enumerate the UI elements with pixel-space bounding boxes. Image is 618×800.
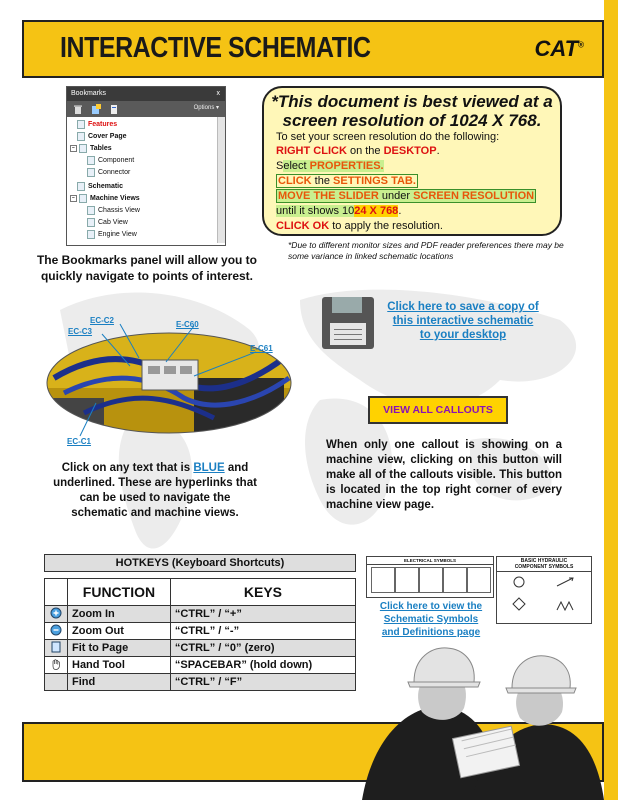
electrical-symbols-title: ELECTRICAL SYMBOLS (367, 557, 493, 565)
callout-ec-c3[interactable]: EC-C3 (68, 327, 93, 336)
header-banner (22, 20, 604, 78)
floppy-disk-icon[interactable] (322, 297, 374, 349)
notice-title: *This document is best viewed at a screen resolution of 1024 X 768. (271, 92, 553, 130)
hyperlink-caption: Click on any text that is BLUE and underlined. These are hyperlinks that can be used to navigate the schematic and machine views. (53, 462, 257, 519)
callout-ec-c2[interactable]: EC-C2 (90, 316, 115, 325)
zoom-in-icon (50, 607, 62, 619)
callouts-description: When only one callout is showing on a machine view, clicking on this button will make all of the callouts visible. This button is located in the top right corner of every machine view page. (326, 439, 562, 511)
notice-step-4: MOVE THE SLIDER under SCREEN RESOLUTION (278, 190, 535, 202)
bookmark-chassis-view: Chassis View (87, 205, 140, 216)
bookmarks-toolbar (67, 101, 225, 117)
function-cell: Hand Tool (68, 657, 171, 674)
notice-step-5: until it shows 1024 X 768. (276, 205, 402, 217)
function-cell: Find (68, 674, 171, 691)
view-all-callouts-button[interactable]: VIEW ALL CALLOUTS (368, 396, 508, 424)
header-icon-cell (45, 579, 68, 606)
function-cell: Zoom In (68, 606, 171, 623)
zoom-out-icon (50, 624, 62, 636)
callout-e-c60[interactable]: E-C60 (176, 320, 199, 329)
hotkeys-table (44, 578, 356, 691)
keys-cell: “CTRL” / “F” (170, 674, 355, 691)
cat-logo: CAT® (534, 36, 584, 61)
machine-wiring-photo (44, 318, 294, 448)
function-cell: Zoom Out (68, 623, 171, 640)
bookmark-tables: − Tables (70, 143, 112, 154)
bookmarks-caption: The Bookmarks panel will allow you to quickly navigate to points of interest. (36, 253, 258, 283)
bookmark-engine-view: Engine View (87, 229, 137, 240)
notice-step-3: CLICK the SETTINGS TAB. (278, 175, 416, 187)
bookmark-cover-page: Cover Page (77, 131, 127, 142)
options-menu: Options ▾ (193, 105, 219, 111)
bookmarks-titlebar: Bookmarks x (67, 87, 225, 101)
bookmarks-scrollbar (217, 117, 225, 243)
hotkeys-title: HOTKEYS (Keyboard Shortcuts) (44, 554, 356, 572)
notice-intro: To set your screen resolution do the following: (276, 131, 500, 143)
notice-step-1: RIGHT CLICK on the DESKTOP. (276, 145, 440, 157)
new-bookmark-icon (91, 104, 101, 114)
notice-disclaimer: *Due to different monitor sizes and PDF reader preferences there may be some variance in linked schematic locations (288, 240, 564, 261)
trash-icon (73, 104, 83, 114)
bookmarks-list (67, 117, 225, 238)
electrical-symbols-thumbnail[interactable] (366, 556, 494, 598)
bookmark-features: Features (77, 119, 117, 130)
table-row (45, 674, 356, 691)
bookmark-connector: Connector (87, 167, 130, 178)
workers-photo (352, 612, 604, 800)
blue-link-example[interactable]: BLUE (193, 462, 225, 474)
symbols-page-link[interactable]: Click here to view the Schematic Symbols and Definitions page (379, 601, 483, 638)
fit-page-icon (50, 641, 62, 653)
resolution-notice (262, 86, 562, 236)
hydraulic-symbols-title: BASIC HYDRAULIC COMPONENT SYMBOLS (497, 557, 591, 572)
table-row (45, 657, 356, 674)
notice-step-2: Select PROPERTIES. (276, 160, 384, 172)
page-title: INTERACTIVE SCHEMATIC (60, 32, 371, 64)
hand-icon (50, 658, 62, 670)
bookmark-component: Component (87, 155, 134, 166)
bookmark-machine-views: − Machine Views (70, 193, 140, 204)
bookmarks-panel-screenshot (66, 86, 226, 246)
keys-cell: “CTRL” / “+” (170, 606, 355, 623)
bookmark-schematic: Schematic (77, 181, 123, 192)
header-keys: KEYS (170, 579, 355, 606)
keys-cell: “CTRL” / “-” (170, 623, 355, 640)
bookmark-cab-view: Cab View (87, 217, 128, 228)
keys-cell: “CTRL” / “0” (zero) (170, 640, 355, 657)
side-accent-strip (604, 0, 618, 800)
keys-cell: “SPACEBAR” (hold down) (170, 657, 355, 674)
notice-step-6: CLICK OK to apply the resolution. (276, 220, 443, 232)
expand-bookmark-icon (109, 104, 119, 114)
table-row (45, 640, 356, 657)
header-function: FUNCTION (68, 579, 171, 606)
table-row (45, 623, 356, 640)
table-row (45, 606, 356, 623)
function-cell: Fit to Page (68, 640, 171, 657)
close-icon: x (216, 90, 220, 97)
save-copy-link[interactable]: Click here to save a copy of this interactive schematic to your desktop (387, 301, 539, 341)
callout-e-c61[interactable]: E-C61 (250, 344, 273, 353)
callout-ec-c1[interactable]: EC-C1 (67, 437, 92, 446)
